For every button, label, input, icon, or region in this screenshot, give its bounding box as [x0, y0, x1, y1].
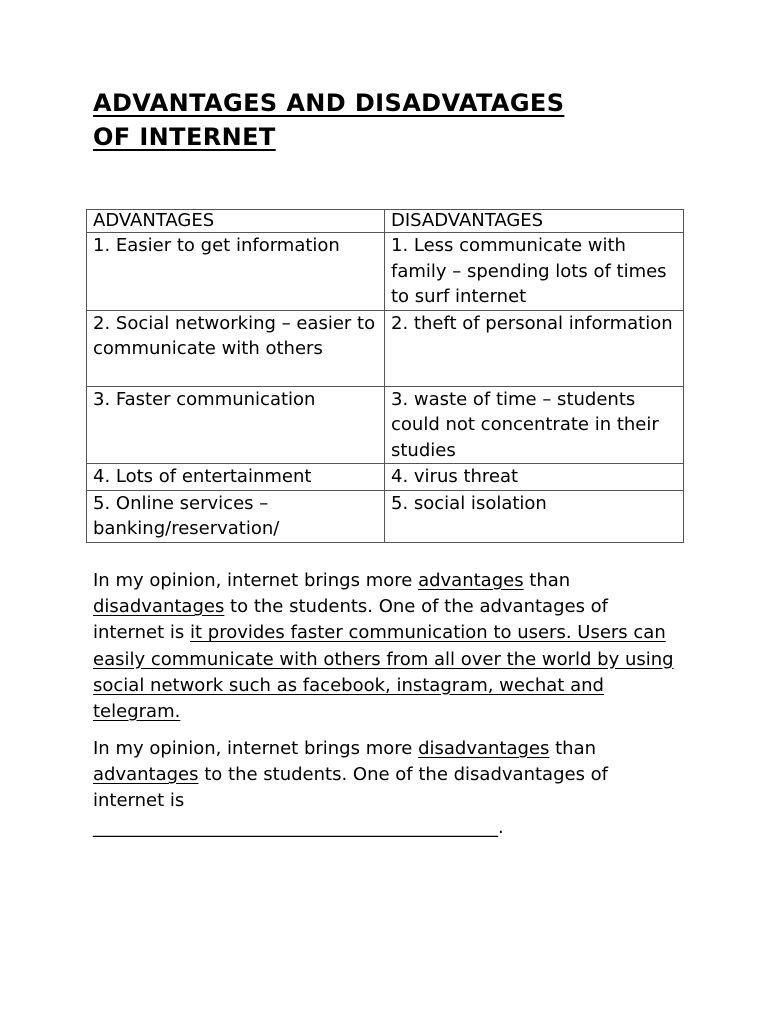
underlined-answer: it provides faster communication to users. Users can easily communicate with others from all over the world by using social network such as facebook, instagram, wechat and telegram.: [93, 622, 674, 723]
underlined-keyword: advantages: [418, 570, 524, 591]
underlined-keyword: disadvantages: [93, 596, 225, 618]
opinion-paragraph-disadvantages: [93, 736, 683, 841]
disadvantage-cell: 4. virus threat: [385, 464, 684, 491]
answer-blank-line: _____________________________________________: [93, 816, 498, 838]
title-line-1: [93, 86, 693, 120]
paragraph-text: In my opinion, internet brings more: [93, 570, 419, 591]
advantage-cell: 1. Easier to get information: [87, 233, 385, 311]
paragraph-text: than: [523, 570, 571, 591]
paragraph-text: than: [549, 738, 597, 759]
advantage-cell: 3. Faster communication: [87, 386, 385, 464]
disadvantage-cell: 1. Less communicate with family – spending lots of times to surf internet: [385, 233, 684, 311]
document-title: [93, 86, 693, 154]
table-header-row: [87, 210, 684, 233]
disadvantage-cell: 2. theft of personal information: [385, 310, 684, 386]
paragraph-text: to the students. One of the advantages of internet is: [93, 596, 609, 644]
underlined-keyword: disadvantages: [418, 738, 550, 759]
advantage-cell: 5. Online services – banking/reservation/: [87, 490, 385, 542]
table-row: [87, 310, 684, 386]
paragraph-text: In my opinion, internet brings more: [93, 738, 419, 759]
disadvantage-cell: 5. social isolation: [385, 490, 684, 542]
disadvantage-cell: 3. waste of time – students could not concentrate in their studies: [385, 386, 684, 464]
table-row: [87, 490, 684, 542]
paragraph-end-period: .: [498, 816, 504, 838]
advantage-cell: 2. Social networking – easier to communicate with others: [87, 310, 385, 386]
table-row: [87, 464, 684, 491]
opinion-paragraph-advantages: [93, 568, 683, 725]
title-line-2-text: OF INTERNET: [93, 123, 276, 151]
title-line-2: [93, 120, 693, 154]
header-disadvantages: DISADVANTAGES: [385, 210, 684, 233]
underlined-keyword: advantages: [93, 764, 199, 786]
advantage-cell: 4. Lots of entertainment: [87, 464, 385, 491]
table-row: [87, 233, 684, 311]
header-advantages: ADVANTAGES: [87, 210, 385, 233]
table-row: [87, 386, 684, 464]
comparison-table: [86, 209, 684, 543]
title-line-1-text: ADVANTAGES AND DISADVATAGES: [93, 89, 565, 117]
paragraph-text: to the students. One of the disadvantages of internet is: [93, 764, 609, 812]
